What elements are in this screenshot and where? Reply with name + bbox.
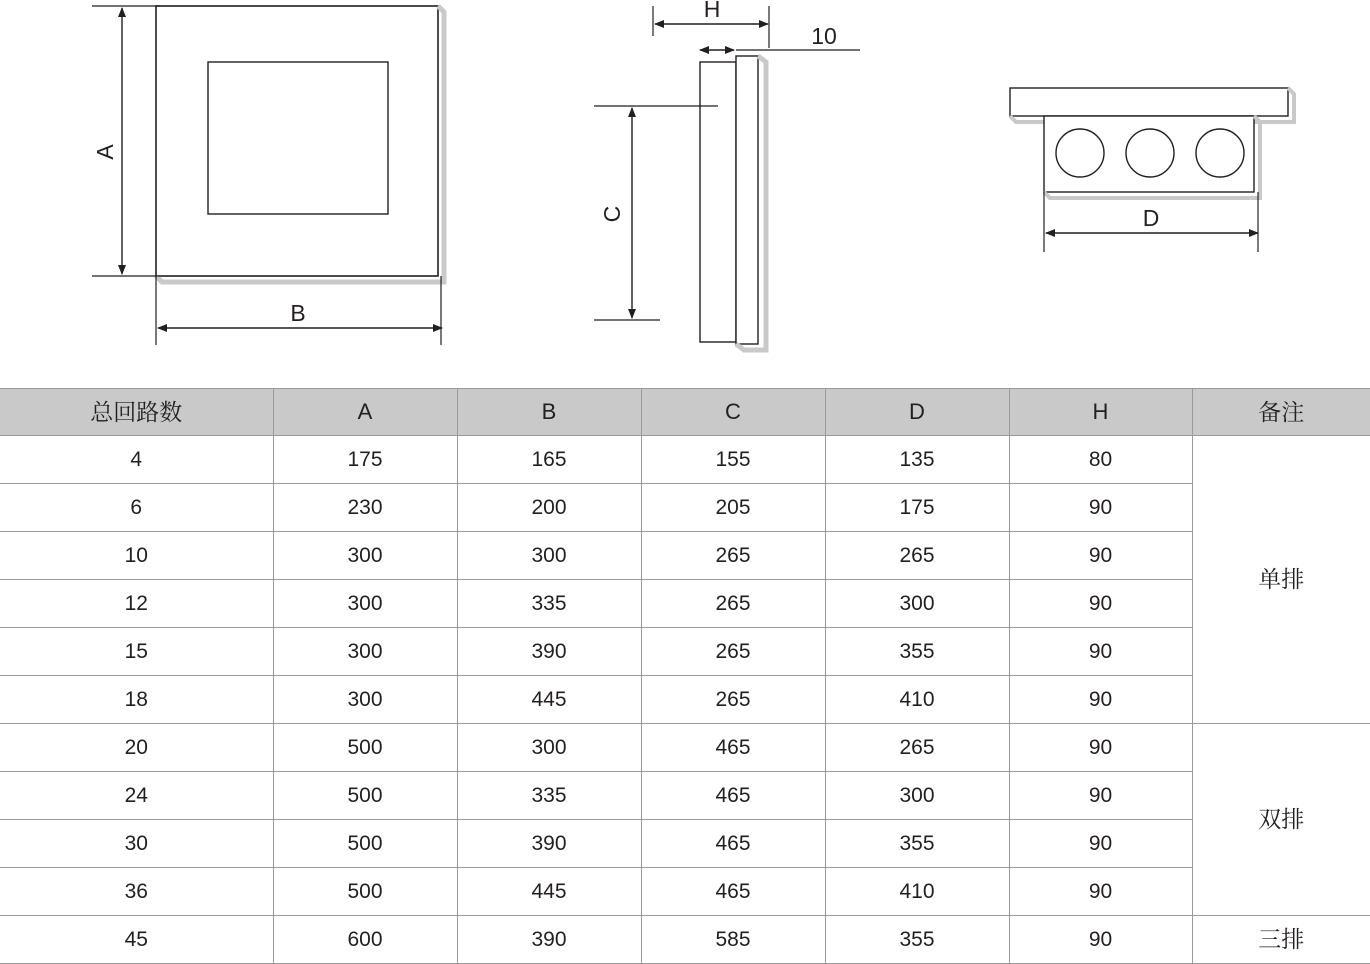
side-body <box>700 62 736 342</box>
label-h: H <box>703 0 721 22</box>
cell-a: 500 <box>273 772 457 820</box>
cell-circuits: 30 <box>0 820 273 868</box>
specification-table <box>0 388 1370 964</box>
cell-b: 390 <box>457 916 641 964</box>
side-faceplate <box>736 56 758 344</box>
cell-a: 600 <box>273 916 457 964</box>
cell-h: 90 <box>1009 916 1192 964</box>
cell-circuits: 15 <box>0 628 273 676</box>
cell-circuits: 12 <box>0 580 273 628</box>
cell-c: 205 <box>641 484 825 532</box>
cell-circuits: 36 <box>0 868 273 916</box>
technical-drawings <box>0 0 1370 388</box>
cell-note-double-row: 双排 <box>1192 724 1370 916</box>
cell-c: 465 <box>641 820 825 868</box>
cell-note-single-row: 单排 <box>1192 436 1370 724</box>
dimension-b <box>156 276 442 345</box>
cell-circuits: 20 <box>0 724 273 772</box>
front-panel-window <box>208 62 388 214</box>
label-10: 10 <box>811 23 837 49</box>
cell-d: 265 <box>825 532 1009 580</box>
cell-circuits: 45 <box>0 916 273 964</box>
table-row <box>0 676 1370 724</box>
label-a: A <box>92 144 118 160</box>
column-header-a: A <box>273 389 457 436</box>
cell-circuits: 24 <box>0 772 273 820</box>
cell-c: 265 <box>641 628 825 676</box>
cell-circuits: 18 <box>0 676 273 724</box>
cell-h: 90 <box>1009 532 1192 580</box>
table-body <box>0 436 1370 964</box>
cell-b: 200 <box>457 484 641 532</box>
column-header-note: 备注 <box>1192 389 1370 436</box>
cell-h: 90 <box>1009 772 1192 820</box>
table-row <box>0 916 1370 964</box>
side-view <box>594 0 860 350</box>
cell-circuits: 4 <box>0 436 273 484</box>
cell-a: 500 <box>273 724 457 772</box>
cell-d: 410 <box>825 676 1009 724</box>
label-d: D <box>1142 205 1160 231</box>
cell-a: 300 <box>273 628 457 676</box>
table-row <box>0 724 1370 772</box>
table-row <box>0 532 1370 580</box>
cell-h: 90 <box>1009 484 1192 532</box>
cell-c: 585 <box>641 916 825 964</box>
cell-a: 300 <box>273 532 457 580</box>
cell-d: 355 <box>825 628 1009 676</box>
cell-circuits: 10 <box>0 532 273 580</box>
dimension-d <box>1044 192 1258 252</box>
cell-b: 445 <box>457 676 641 724</box>
cell-circuits: 6 <box>0 484 273 532</box>
cell-c: 265 <box>641 532 825 580</box>
cell-a: 300 <box>273 580 457 628</box>
cell-d: 175 <box>825 484 1009 532</box>
knockout-hole-3 <box>1196 129 1244 177</box>
column-header-c: C <box>641 389 825 436</box>
cell-b: 390 <box>457 628 641 676</box>
cell-d: 300 <box>825 772 1009 820</box>
table-row <box>0 484 1370 532</box>
column-header-h: H <box>1009 389 1192 436</box>
cell-b: 445 <box>457 868 641 916</box>
bottom-view <box>1010 88 1294 252</box>
cell-a: 175 <box>273 436 457 484</box>
cell-c: 465 <box>641 868 825 916</box>
table-row <box>0 868 1370 916</box>
label-c: C <box>599 205 625 223</box>
cell-h: 90 <box>1009 820 1192 868</box>
cell-d: 410 <box>825 868 1009 916</box>
drawings-svg <box>0 0 1370 388</box>
table-header <box>0 389 1370 436</box>
cell-b: 335 <box>457 772 641 820</box>
cell-c: 155 <box>641 436 825 484</box>
knockout-hole-1 <box>1056 129 1104 177</box>
front-view <box>92 6 444 345</box>
table-row <box>0 820 1370 868</box>
dimension-a <box>92 6 160 276</box>
cell-c: 265 <box>641 676 825 724</box>
cell-a: 500 <box>273 820 457 868</box>
cell-c: 265 <box>641 580 825 628</box>
cell-a: 500 <box>273 868 457 916</box>
bottom-flange <box>1010 88 1288 116</box>
cell-h: 80 <box>1009 436 1192 484</box>
column-header-circuits: 总回路数 <box>0 389 273 436</box>
label-b: B <box>290 300 306 326</box>
cell-b: 300 <box>457 724 641 772</box>
column-header-d: D <box>825 389 1009 436</box>
cell-h: 90 <box>1009 868 1192 916</box>
cell-a: 300 <box>273 676 457 724</box>
knockout-hole-2 <box>1126 129 1174 177</box>
cell-h: 90 <box>1009 580 1192 628</box>
table-row <box>0 772 1370 820</box>
cell-h: 90 <box>1009 628 1192 676</box>
table-row <box>0 436 1370 484</box>
cell-c: 465 <box>641 724 825 772</box>
cell-d: 355 <box>825 820 1009 868</box>
dimension-10 <box>700 23 860 50</box>
cell-d: 135 <box>825 436 1009 484</box>
cell-b: 390 <box>457 820 641 868</box>
cell-note-triple-row: 三排 <box>1192 916 1370 964</box>
table-row <box>0 580 1370 628</box>
cell-d: 300 <box>825 580 1009 628</box>
cell-b: 335 <box>457 580 641 628</box>
dimension-h <box>653 0 769 48</box>
cell-b: 300 <box>457 532 641 580</box>
column-header-b: B <box>457 389 641 436</box>
cell-d: 265 <box>825 724 1009 772</box>
cell-a: 230 <box>273 484 457 532</box>
cell-h: 90 <box>1009 676 1192 724</box>
table-header-row <box>0 389 1370 436</box>
cell-d: 355 <box>825 916 1009 964</box>
cell-h: 90 <box>1009 724 1192 772</box>
cell-b: 165 <box>457 436 641 484</box>
table-row <box>0 628 1370 676</box>
cell-c: 465 <box>641 772 825 820</box>
